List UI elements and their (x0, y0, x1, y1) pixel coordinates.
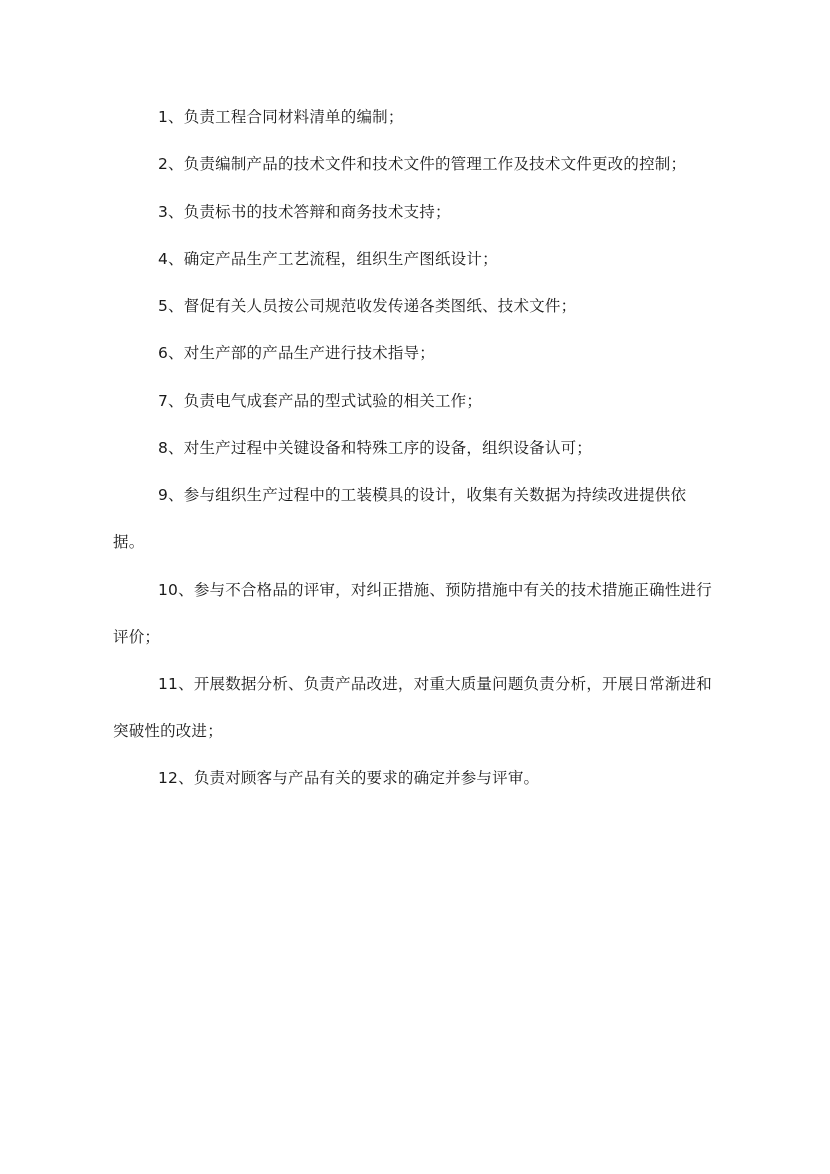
list-item: 12、负责对顾客与产品有关的要求的确定并参与评审。 (158, 769, 540, 788)
list-item: 1、负责工程合同材料清单的编制； (158, 108, 404, 126)
list-item: 9、参与组织生产过程中的工装模具的设计，收集有关数据为持续改进提供依据。 (113, 486, 687, 552)
list-item: 2、负责编制产品的技术文件和技术文件的管理工作及技术文件更改的控制； (158, 155, 687, 174)
list-item: 3、负责标书的技术答辩和商务技术支持； (158, 202, 451, 221)
list-item: 10、参与不合格品的评审，对纠正措施、预防措施中有关的技术措施正确性进行评价； (113, 580, 712, 646)
list-item: 8、对生产过程中关键设备和特殊工序的设备，组织设备认可； (158, 439, 592, 458)
list-item: 5、督促有关人员按公司规范收发传递各类图纸、技术文件； (158, 297, 577, 316)
list-item: 4、确定产品生产工艺流程，组织生产图纸设计； (158, 249, 498, 268)
list-item: 6、对生产部的产品生产进行技术指导； (158, 344, 435, 363)
list-item: 7、负责电气成套产品的型式试验的相关工作； (158, 391, 483, 410)
responsibility-list (113, 98, 713, 807)
list-item: 11、开展数据分析、负责产品改进，对重大质量问题负责分析，开展日常渐进和突破性的改进； (113, 674, 712, 740)
